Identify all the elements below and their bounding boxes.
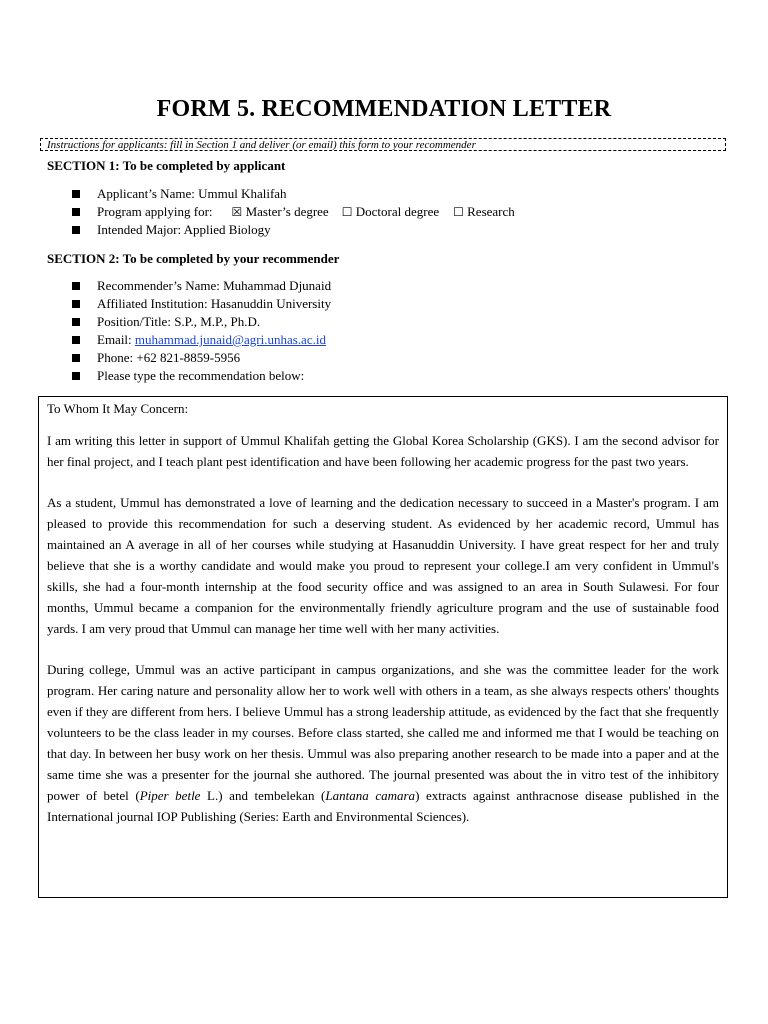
paragraph-3-text-b: L.) and tembelekan (: [200, 788, 326, 803]
bullet-square-icon: [72, 282, 80, 290]
section-1-heading: SECTION 1: To be completed by applicant: [47, 158, 286, 173]
list-item: [70, 367, 331, 385]
letter-paragraph-2: As a student, Ummul has demonstrated a love of learning and the dedication necessary to succeed in a Master's program. I am pleased to provide this recommendation for such a deserving student. As evidenced by her academic record, Ummul has maintained an A average in all of her courses while studying at Hasanuddin University. I have great respect for her and truly believe that she is a worthy candidate and would make you proud to represent your college.I am very confident in Ummul's skills, she had a four-month internship at the food security office and was assigned to an area in South Sulawesi. For four months, Ummul became a companion for the environmentally friendly agriculture program and the use of sustainable food yards. I am very proud that Ummul can manage her time well with her many activities.: [47, 495, 719, 636]
section-2-heading: SECTION 2: To be completed by your recommender: [47, 251, 340, 266]
recommendation-instruction: Please type the recommendation below:: [97, 368, 305, 383]
bullet-square-icon: [72, 318, 80, 326]
email-link[interactable]: muhammad.junaid@agri.unhas.ac.id: [134, 332, 326, 347]
masters-label: Master’s degree: [245, 204, 329, 219]
list-item: [70, 185, 515, 203]
list-item: [70, 277, 331, 295]
list-item: [70, 313, 331, 331]
letter-paragraph-1: I am writing this letter in support of Ummul Khalifah getting the Global Korea Scholarship (GKS). I am the second advisor for her final project, and I teach plant pest identification and have been following her academic progress for the past two years.: [47, 433, 719, 469]
doctoral-label: Doctoral degree: [355, 204, 440, 219]
list-item: [70, 221, 515, 239]
recommender-name: Recommender’s Name: Muhammad Djunaid: [97, 278, 332, 293]
species-lantana-camara: Lantana camara: [325, 788, 416, 803]
paragraph-3-text-c: ) extracts against anthracnose disease published in the International journal IOP Publishing (Series: Earth and Environmental Sciences).: [47, 788, 719, 824]
bullet-square-icon: [72, 190, 80, 198]
phone: Phone: +62 821-8859-5956: [97, 350, 241, 365]
research-label: Research: [467, 204, 515, 219]
unchecked-box-icon: ☐: [453, 205, 464, 219]
section-1-list: [70, 185, 515, 239]
program-label: Program applying for:: [97, 204, 213, 219]
form-title: FORM 5. RECOMMENDATION LETTER: [156, 96, 612, 122]
list-item: [70, 331, 331, 349]
instructions-box: Instructions for applicants: fill in Section 1 and deliver (or email) this form to your recommender: [40, 138, 726, 151]
list-item: [70, 295, 331, 313]
applicant-name: Applicant’s Name: Ummul Khalifah: [97, 186, 287, 201]
email-label: Email:: [97, 332, 132, 347]
masters-checkbox[interactable]: [232, 203, 329, 221]
research-checkbox[interactable]: [453, 203, 515, 221]
bullet-square-icon: [72, 300, 80, 308]
bullet-square-icon: [72, 226, 80, 234]
intended-major: Intended Major: Applied Biology: [97, 222, 271, 237]
section-2-list: [70, 277, 331, 385]
bullet-square-icon: [72, 354, 80, 362]
bullet-square-icon: [72, 208, 80, 216]
paragraph-3-text-a: During college, Ummul was an active participant in campus organizations, and she was the committee leader for the work program. Her caring nature and personality allow her to work well with others in a team, as she always respects others' thoughts even if they are different from hers. I believe Ummul has a strong leadership attitude, as evidenced by the fact that she frequently volunteers to be the class leader in my courses. Before class started, she called me and informed me that I would be teaching on that day. In between her busy work on her thesis. Ummul was also preparing another research to be made into a paper and at the same time she was a presenter for the journal she authored. The journal presented was about the in vitro test of the inhibitory power of betel (: [47, 662, 719, 803]
recommendation-letter-box[interactable]: [38, 396, 728, 898]
letter-greeting: To Whom It May Concern:: [47, 401, 189, 416]
species-piper-betle: Piper betle: [139, 788, 201, 803]
list-item: [70, 349, 331, 367]
bullet-square-icon: [72, 336, 80, 344]
doctoral-checkbox[interactable]: [342, 203, 439, 221]
checked-box-icon: ☒: [231, 205, 243, 219]
unchecked-box-icon: ☐: [341, 205, 353, 219]
position-title: Position/Title: S.P., M.P., Ph.D.: [97, 314, 261, 329]
bullet-square-icon: [72, 372, 80, 380]
letter-paragraph-3: [47, 659, 719, 827]
affiliated-institution: Affiliated Institution: Hasanuddin University: [97, 296, 332, 311]
list-item: [70, 203, 515, 221]
